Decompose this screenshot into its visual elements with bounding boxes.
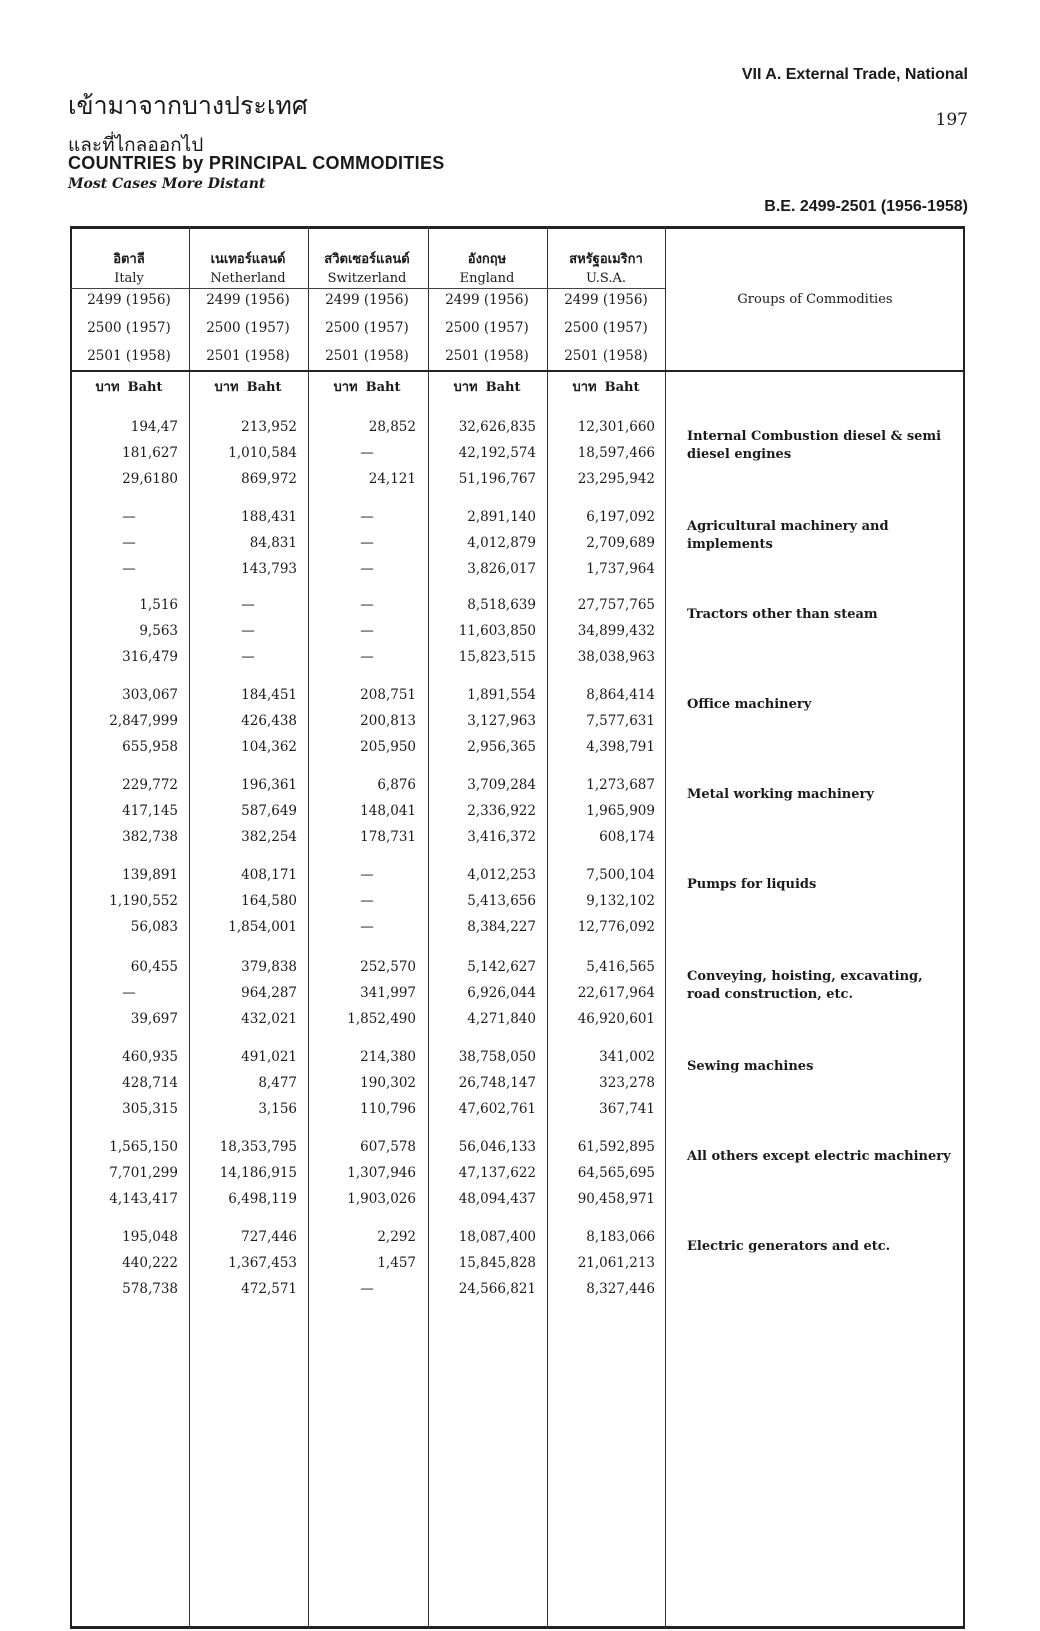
table-cell: 3,156 [258,1101,297,1117]
table-cell: 9,132,102 [586,893,655,909]
column-header-netherland [189,250,307,288]
table-cell: 208,751 [360,687,416,703]
table-cell: 5,142,627 [467,959,536,975]
groups-header: Groups of Commodities [737,292,893,307]
table-cell: 178,731 [360,829,416,845]
year-label: 2501 (1958) [206,348,290,364]
table-cell: 3,826,017 [467,561,536,577]
table-cell: 56,083 [130,919,178,935]
table-cell: 408,171 [241,867,297,883]
unit-english: Baht [485,380,521,395]
commodity-group-label: Office machinery [687,697,812,712]
year-label: 2500 (1957) [87,320,171,336]
table-cell: 12,776,092 [577,919,655,935]
table-cell: 9,563 [139,623,178,639]
table-cell: 15,845,828 [458,1255,536,1271]
thai-title-line-2: และที่ไกลออกไป [68,134,204,156]
table-cell: — [360,445,374,461]
unit-label [189,376,307,397]
column-header-thai: สวิตเซอร์แลนด์ [324,252,410,267]
commodity-group-label: Sewing machines [687,1059,814,1074]
table-cell: 4,143,417 [109,1191,178,1207]
commodity-group-label: All others except electric machinery [687,1149,951,1164]
table-cell: 38,758,050 [458,1049,536,1065]
table-cell: 341,997 [360,985,416,1001]
table-cell: 29,6180 [122,471,178,487]
table-cell: 47,137,622 [458,1165,536,1181]
table-cell: 1,516 [139,597,178,613]
table-cell: 7,701,299 [109,1165,178,1181]
table-cell: 24,121 [368,471,416,487]
table-cell: 5,413,656 [467,893,536,909]
table-cell: 252,570 [360,959,416,975]
table-cell: 148,041 [360,803,416,819]
table-cell: 3,127,963 [467,713,536,729]
table-cell: — [241,623,255,639]
table-cell: 305,315 [122,1101,178,1117]
table-cell: 1,965,909 [586,803,655,819]
table-cell: 428,714 [122,1075,178,1091]
table-cell: 5,416,565 [586,959,655,975]
table-cell: 18,087,400 [458,1229,536,1245]
table-cell: 417,145 [122,803,178,819]
table-cell: — [360,597,374,613]
unit-thai: บาท [453,380,478,395]
table-cell: 2,336,922 [467,803,536,819]
unit-english: Baht [246,380,282,395]
table-cell: 2,891,140 [467,509,536,525]
table-cell: 200,813 [360,713,416,729]
commodity-group-label: Internal Combustion diesel & semi diesel engines [687,429,942,462]
table-cell: 48,094,437 [458,1191,536,1207]
table-cell: — [360,919,374,935]
table-cell: 608,174 [599,829,655,845]
table-cell: 56,046,133 [458,1139,536,1155]
commodity-group-label: Pumps for liquids [687,877,817,892]
table-cell: 229,772 [122,777,178,793]
table-cell: 51,196,767 [458,471,536,487]
commodity-group-label: Tractors other than steam [687,607,878,622]
table-cell: 1,565,150 [109,1139,178,1155]
unit-thai: บาท [572,380,597,395]
table-cell: 7,577,631 [586,713,655,729]
unit-thai: บาท [214,380,239,395]
year-label: 2501 (1958) [445,348,529,364]
column-divider [547,226,548,1629]
table-cell: 727,446 [241,1229,297,1245]
table-cell: 1,307,946 [347,1165,416,1181]
column-header-thai: เนเทอร์แลนด์ [210,252,286,267]
table-cell: 8,864,414 [586,687,655,703]
table-cell: 39,697 [130,1011,178,1027]
year-label: 2499 (1956) [445,292,529,308]
page-number: 197 [935,110,968,130]
table-cell: 1,010,584 [228,445,297,461]
unit-label [547,376,665,397]
unit-english: Baht [365,380,401,395]
table-cell: 382,254 [241,829,297,845]
table-cell: 32,626,835 [458,419,536,435]
table-cell: 6,498,119 [228,1191,297,1207]
table-cell: 1,457 [377,1255,416,1271]
table-cell: 190,302 [360,1075,416,1091]
column-header-thai: สหรัฐอเมริกา [569,252,643,267]
table-cell: 316,479 [122,649,178,665]
table-cell: 47,602,761 [458,1101,536,1117]
table-cell: 60,455 [130,959,178,975]
unit-thai: บาท [95,380,120,395]
table-cell: 184,451 [241,687,297,703]
unit-english: Baht [604,380,640,395]
column-header-thai: อิตาลี [113,252,145,267]
table-cell: 382,738 [122,829,178,845]
table-cell: 8,384,227 [467,919,536,935]
table-cell: 4,271,840 [467,1011,536,1027]
column-header-english: Switzerland [327,271,407,286]
column-header-usa [547,250,665,288]
column-header-english: Italy [114,271,144,286]
table-cell: 303,067 [122,687,178,703]
column-header-england [428,250,546,288]
table-cell: — [360,867,374,883]
table-cell: 181,627 [122,445,178,461]
unit-label [70,376,188,397]
table-cell: 8,327,446 [586,1281,655,1297]
table-cell: 323,278 [599,1075,655,1091]
table-cell: 432,021 [241,1011,297,1027]
table-cell: 440,222 [122,1255,178,1271]
table-cell: 1,273,687 [586,777,655,793]
table-cell: — [122,535,136,551]
table-cell: 28,852 [368,419,416,435]
table-cell: — [360,509,374,525]
table-cell: 22,617,964 [577,985,655,1001]
table-cell: 1,903,026 [347,1191,416,1207]
table-cell: — [360,893,374,909]
table-cell: — [360,561,374,577]
page-subtitle: Most Cases More Distant [68,176,266,192]
commodity-group-label: Electric generators and etc. [687,1239,891,1254]
table-cell: 8,183,066 [586,1229,655,1245]
thai-title-line-1: เข้ามาจากบางประเทศ [68,91,308,120]
table-cell: 341,002 [599,1049,655,1065]
table-cell: 2,292 [377,1229,416,1245]
table-cell: 607,578 [360,1139,416,1155]
table-cell: 15,823,515 [458,649,536,665]
section-header: VII A. External Trade, National [741,66,968,83]
column-header-switzerland [308,250,426,288]
table-cell: 214,380 [360,1049,416,1065]
table-cell: 1,854,001 [228,919,297,935]
table-cell: — [360,1281,374,1297]
table-cell: 188,431 [241,509,297,525]
table-cell: 587,649 [241,803,297,819]
column-header-english: Netherland [210,271,286,286]
unit-label [308,376,426,397]
table-cell: 104,362 [241,739,297,755]
table-cell: 23,295,942 [577,471,655,487]
column-header-english: U.S.A. [586,271,626,286]
table-cell: 21,061,213 [577,1255,655,1271]
year-label: 2501 (1958) [325,348,409,364]
table-cell: — [122,509,136,525]
column-header-italy [70,250,188,288]
table-cell: 1,190,552 [109,893,178,909]
table-cell: — [241,597,255,613]
table-cell: 18,597,466 [577,445,655,461]
table-cell: 213,952 [241,419,297,435]
table-cell: 7,500,104 [586,867,655,883]
table-cell: — [241,649,255,665]
table-cell: 1,891,554 [467,687,536,703]
year-label: 2500 (1957) [325,320,409,336]
table-cell: 164,580 [241,893,297,909]
table-cell: 379,838 [241,959,297,975]
table-cell: 1,367,453 [228,1255,297,1271]
table-cell: 90,458,971 [577,1191,655,1207]
year-label: 2501 (1958) [564,348,648,364]
table-cell: 1,737,964 [586,561,655,577]
column-header-thai: อังกฤษ [467,252,507,267]
table-cell: 2,956,365 [467,739,536,755]
year-label: 2499 (1956) [325,292,409,308]
table-cell: 14,186,915 [219,1165,297,1181]
table-cell: 205,950 [360,739,416,755]
table-cell: 46,920,601 [577,1011,655,1027]
table-cell: 2,847,999 [109,713,178,729]
table-cell: 12,301,660 [577,419,655,435]
table-cell: 143,793 [241,561,297,577]
table-cell: 26,748,147 [458,1075,536,1091]
table-cell: 1,852,490 [347,1011,416,1027]
table-cell: 139,891 [122,867,178,883]
table-cell: 4,012,253 [467,867,536,883]
table-cell: 110,796 [360,1101,416,1117]
table-cell: 84,831 [249,535,297,551]
commodity-group-label: Conveying, hoisting, excavating, road construction, etc. [687,969,923,1002]
commodities-table [70,226,965,1631]
period-label: B.E. 2499-2501 (1956-1958) [764,198,968,215]
table-cell: 61,592,895 [577,1139,655,1155]
year-label: 2499 (1956) [564,292,648,308]
table-cell: 367,741 [599,1101,655,1117]
table-cell: 869,972 [241,471,297,487]
commodity-group-label: Metal working machinery [687,787,874,802]
table-cell: 655,958 [122,739,178,755]
table-cell: 38,038,963 [577,649,655,665]
table-cell: 3,709,284 [467,777,536,793]
table-cell: — [360,623,374,639]
commodity-group-label: Agricultural machinery and implements [687,519,889,552]
table-cell: 6,926,044 [467,985,536,1001]
table-cell: 472,571 [241,1281,297,1297]
table-cell: 195,048 [122,1229,178,1245]
table-cell: 11,603,850 [458,623,536,639]
header-bottom-rule [70,370,965,372]
table-cell: 18,353,795 [219,1139,297,1155]
header-rule [70,288,665,289]
table-cell: 4,012,879 [467,535,536,551]
year-label: 2500 (1957) [206,320,290,336]
column-header-english: England [459,271,515,286]
year-label: 2500 (1957) [445,320,529,336]
table-cell: 196,361 [241,777,297,793]
table-cell: 24,566,821 [458,1281,536,1297]
column-divider [308,226,309,1629]
table-cell: 194,47 [130,419,178,435]
column-divider [189,226,190,1629]
table-cell: 8,518,639 [467,597,536,613]
year-label: 2501 (1958) [87,348,171,364]
table-cell: — [360,535,374,551]
table-cell: 4,398,791 [586,739,655,755]
table-cell: — [122,985,136,1001]
table-cell: 6,876 [377,777,416,793]
column-divider [428,226,429,1629]
table-cell: 491,021 [241,1049,297,1065]
table-cell: — [122,561,136,577]
table-cell: 27,757,765 [577,597,655,613]
table-cell: 426,438 [241,713,297,729]
year-label: 2499 (1956) [87,292,171,308]
table-cell: 8,477 [258,1075,297,1091]
table-cell: 34,899,432 [577,623,655,639]
year-label: 2499 (1956) [206,292,290,308]
table-cell: 2,709,689 [586,535,655,551]
table-cell: 42,192,574 [458,445,536,461]
unit-english: Baht [127,380,163,395]
page-title: COUNTRIES by PRINCIPAL COMMODITIES [68,153,445,173]
table-cell: — [360,649,374,665]
column-divider [665,226,666,1629]
table-cell: 964,287 [241,985,297,1001]
unit-thai: บาท [333,380,358,395]
table-cell: 6,197,092 [586,509,655,525]
year-label: 2500 (1957) [564,320,648,336]
unit-label [428,376,546,397]
table-cell: 460,935 [122,1049,178,1065]
table-cell: 64,565,695 [577,1165,655,1181]
table-cell: 3,416,372 [467,829,536,845]
table-cell: 578,738 [122,1281,178,1297]
